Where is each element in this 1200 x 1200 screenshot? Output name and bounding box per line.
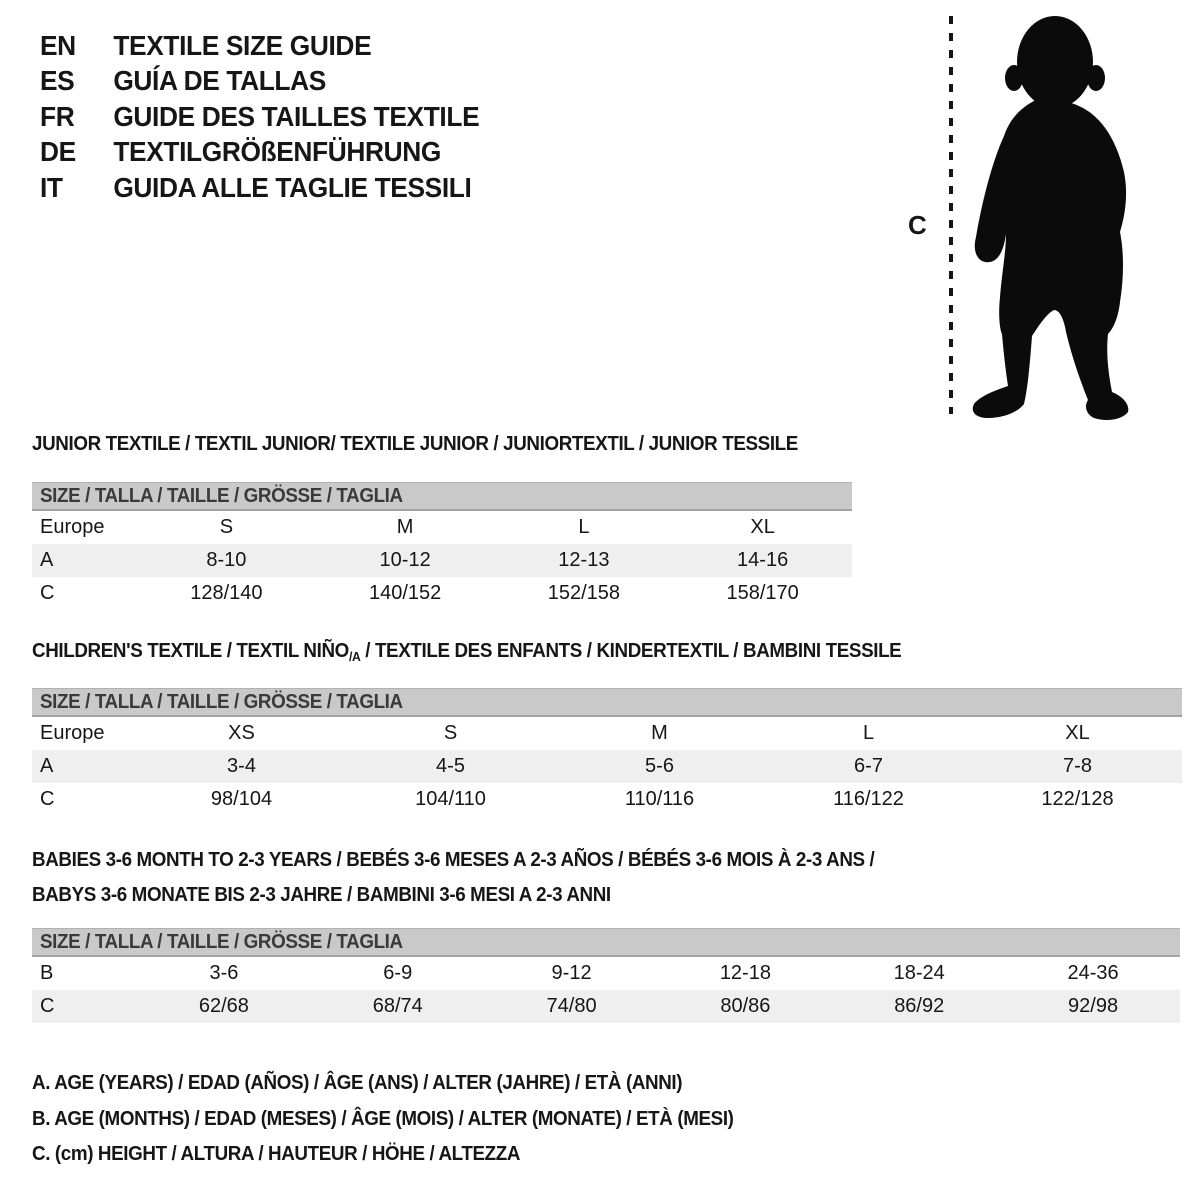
lang-code: ES	[40, 65, 75, 97]
table-cell: 68/74	[372, 995, 423, 1017]
table-cell: 3-4	[227, 755, 256, 777]
legend	[32, 1066, 1200, 1173]
table-row	[32, 577, 852, 610]
row-label: Europe	[40, 516, 105, 538]
table-cell: 86/92	[894, 995, 945, 1017]
size-header-label: SIZE / TALLA / TAILLE / GRÖSSE / TAGLIA	[40, 691, 403, 713]
table-cell: 24-36	[1067, 962, 1119, 984]
toddler-silhouette-icon	[960, 12, 1140, 422]
table-cell: 5-6	[645, 755, 674, 777]
row-label: Europe	[40, 722, 105, 744]
table-cell: 110/116	[624, 788, 695, 810]
row-label: A	[40, 755, 54, 777]
junior-heading: JUNIOR TEXTILE / TEXTIL JUNIOR/ TEXTILE JUNIOR / JUNIORTEXTIL / JUNIOR TESSILE	[32, 433, 798, 455]
table-cell: L	[862, 722, 875, 744]
language-title-list	[40, 28, 507, 206]
babies-table-rows	[32, 957, 1180, 1023]
babies-size-table	[32, 928, 1180, 1023]
legend-line-b: B. AGE (MONTHS) / EDAD (MESES) / ÂGE (MOIS) / ALTER (MONATE) / ETÀ (MESI)	[32, 1107, 734, 1130]
height-dashed-line	[949, 16, 953, 414]
table-cell: 98/104	[210, 788, 273, 810]
table-cell: 10-12	[379, 549, 431, 571]
table-cell: M	[651, 722, 668, 744]
table-row	[32, 990, 1180, 1023]
lang-title: TEXTILE SIZE GUIDE	[113, 29, 372, 61]
babies-heading-line1: BABIES 3-6 MONTH TO 2-3 YEARS / BEBÉS 3-6 MESES A 2-3 AÑOS / BÉBÉS 3-6 MOIS À 2-3 ANS /	[32, 849, 875, 871]
babies-heading	[32, 843, 1200, 913]
table-cell: XS	[228, 722, 255, 744]
children-heading-post: / TEXTILE DES ENFANTS / KINDERTEXTIL / BAMBINI TESSILE	[360, 640, 902, 662]
lang-row-fr	[40, 99, 479, 135]
lang-row-it	[40, 170, 479, 206]
lang-code: IT	[40, 171, 63, 203]
lang-code: FR	[40, 100, 75, 132]
table-cell: 3-6	[209, 962, 239, 984]
row-label: C	[40, 995, 55, 1017]
children-size-header-bar	[32, 688, 1182, 717]
children-size-table	[32, 688, 1182, 816]
lang-code: EN	[40, 29, 76, 61]
row-label: C	[40, 788, 55, 810]
table-row	[32, 957, 1180, 990]
height-measure-label: C	[908, 210, 927, 240]
table-cell: 6-7	[854, 755, 883, 777]
table-cell: 80/86	[720, 995, 771, 1017]
children-heading-pre: CHILDREN'S TEXTILE / TEXTIL NIÑO	[32, 640, 349, 662]
lang-row-de	[40, 135, 479, 171]
table-row	[32, 717, 1182, 750]
table-cell: S	[219, 516, 234, 538]
legend-line-c: C. (cm) HEIGHT / ALTURA / HAUTEUR / HÖHE / ALTEZZA	[32, 1143, 521, 1165]
lang-title: TEXTILGRÖßENFÜHRUNG	[113, 136, 442, 168]
lang-code: DE	[40, 136, 76, 168]
size-header-label: SIZE / TALLA / TAILLE / GRÖSSE / TAGLIA	[40, 485, 403, 507]
table-cell: 12-13	[558, 549, 610, 571]
table-cell: 9-12	[551, 962, 592, 984]
children-table-rows	[32, 717, 1182, 816]
table-cell: 152/158	[547, 582, 621, 604]
table-cell: S	[443, 722, 458, 744]
lang-row-en	[40, 28, 479, 64]
table-cell: XL	[1065, 722, 1090, 744]
table-cell: M	[396, 516, 414, 538]
table-cell: 4-5	[436, 755, 465, 777]
junior-size-header-bar	[32, 482, 852, 511]
table-cell: 116/122	[833, 788, 904, 810]
lang-title: GUÍA DE TALLAS	[113, 65, 326, 97]
lang-title: GUIDE DES TAILLES TEXTILE	[113, 100, 480, 132]
table-row	[32, 511, 852, 544]
table-cell: 104/110	[415, 788, 486, 810]
table-cell: 140/152	[368, 582, 442, 604]
table-cell: 62/68	[198, 995, 249, 1017]
junior-table-rows	[32, 511, 852, 610]
table-cell: 14-16	[737, 549, 789, 571]
table-cell: 158/170	[726, 582, 799, 604]
children-heading-sub: /A	[348, 649, 361, 664]
babies-size-header-bar	[32, 928, 1180, 957]
table-cell: 7-8	[1063, 755, 1092, 777]
row-label: B	[40, 962, 54, 984]
table-cell: 18-24	[893, 962, 945, 984]
lang-title: GUIDA ALLE TAGLIE TESSILI	[113, 171, 472, 203]
size-header-label: SIZE / TALLA / TAILLE / GRÖSSE / TAGLIA	[40, 931, 403, 953]
table-cell: 6-9	[383, 962, 413, 984]
junior-size-table	[32, 482, 852, 610]
lang-row-es	[40, 64, 479, 100]
table-cell: 12-18	[719, 962, 771, 984]
babies-heading-line2: BABYS 3-6 MONATE BIS 2-3 JAHRE / BAMBINI 3-6 MESI A 2-3 ANNI	[32, 884, 611, 906]
row-label: A	[40, 549, 54, 571]
table-row	[32, 750, 1182, 783]
table-cell: XL	[750, 516, 775, 538]
legend-line-a: A. AGE (YEARS) / EDAD (AÑOS) / ÂGE (ANS) / ALTER (JAHRE) / ETÀ (ANNI)	[32, 1072, 683, 1094]
table-cell: 8-10	[206, 549, 247, 571]
row-label: C	[40, 582, 55, 604]
table-cell: 74/80	[546, 995, 597, 1017]
children-heading	[32, 640, 901, 664]
table-cell: L	[578, 516, 590, 538]
table-row	[32, 544, 852, 577]
table-cell: 92/98	[1068, 995, 1119, 1017]
table-row	[32, 783, 1182, 816]
table-cell: 122/128	[1041, 788, 1114, 810]
table-cell: 128/140	[190, 582, 263, 604]
